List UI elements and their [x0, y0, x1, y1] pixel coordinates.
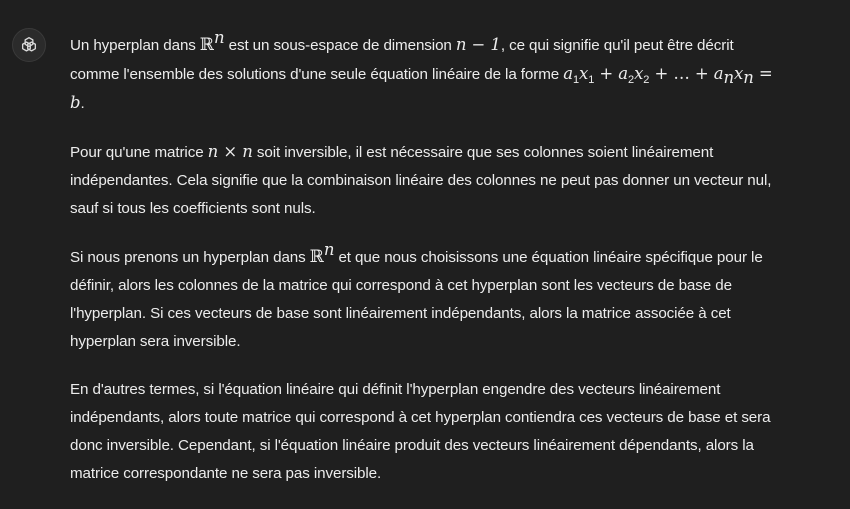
math-matrix-size: n × n	[207, 142, 253, 161]
chatgpt-logo-icon	[19, 35, 39, 55]
math-subscript: 1	[588, 74, 595, 86]
math-subscript: n	[723, 68, 735, 87]
math-symbol: x	[634, 64, 644, 83]
math-subscript: 1	[572, 74, 580, 86]
math-operator: +	[594, 64, 619, 83]
math-subscript: 2	[643, 74, 650, 86]
text: est un sous-espace de dimension	[224, 37, 456, 54]
text: Pour qu'une matrice	[70, 144, 208, 161]
assistant-avatar	[12, 28, 46, 62]
math-subscript: 2	[628, 74, 635, 86]
assistant-message	[70, 28, 780, 508]
math-symbol: a	[713, 64, 724, 83]
math-operator: = b	[70, 64, 773, 112]
math-symbol: a	[618, 64, 629, 83]
math-reals: ℝ	[199, 35, 214, 55]
math-exponent: n	[213, 28, 225, 47]
message-paragraph-2	[70, 138, 780, 223]
math-dimension: n − 1	[455, 35, 501, 54]
math-symbol: x	[734, 64, 744, 83]
math-symbol: x	[579, 64, 589, 83]
text: Si nous prenons un hyperplan dans	[70, 249, 310, 266]
text: Un hyperplan dans	[70, 37, 200, 54]
math-operator: + … +	[649, 64, 714, 83]
text: .	[80, 95, 85, 112]
message-paragraph-1	[70, 28, 780, 118]
message-paragraph-4: En d'autres termes, si l'équation linéaire qui définit l'hyperplan engendre des vecteurs linéairement indépendants, alors toute matrice qui correspond à cet hyperplan contiendra ces vecteurs de base et sera donc inversible. Cependant, si l'équation linéaire produit des vecteurs linéairement dépendants, alors la matrice correspondante ne sera pas inversible.	[70, 381, 771, 482]
text: , ce qui signifie qu'il peut être décrit comme l'ensemble des solutions d'une seule équation linéaire de la forme	[70, 37, 734, 83]
math-exponent: n	[323, 240, 335, 259]
math-reals: ℝ	[309, 247, 324, 267]
math-symbol: a	[563, 64, 573, 83]
message-paragraph-3	[70, 240, 780, 356]
text: soit inversible, il est nécessaire que ses colonnes soient linéairement indépendantes. Cela signifie que la combinaison linéaire des colonnes ne peut pas donner un vecteur nul, sauf si tous les coefficients sont nuls.	[70, 144, 772, 217]
math-subscript: n	[743, 68, 754, 87]
text: et que nous choisissons une équation linéaire spécifique pour le définir, alors les colonnes de la matrice qui correspond à cet hyperplan sont les vecteurs de base de l'hyperplan. Si ces vecteurs de base sont linéairement indépendants, alors la matrice associée à cet hyperplan sera inversible.	[70, 249, 763, 350]
